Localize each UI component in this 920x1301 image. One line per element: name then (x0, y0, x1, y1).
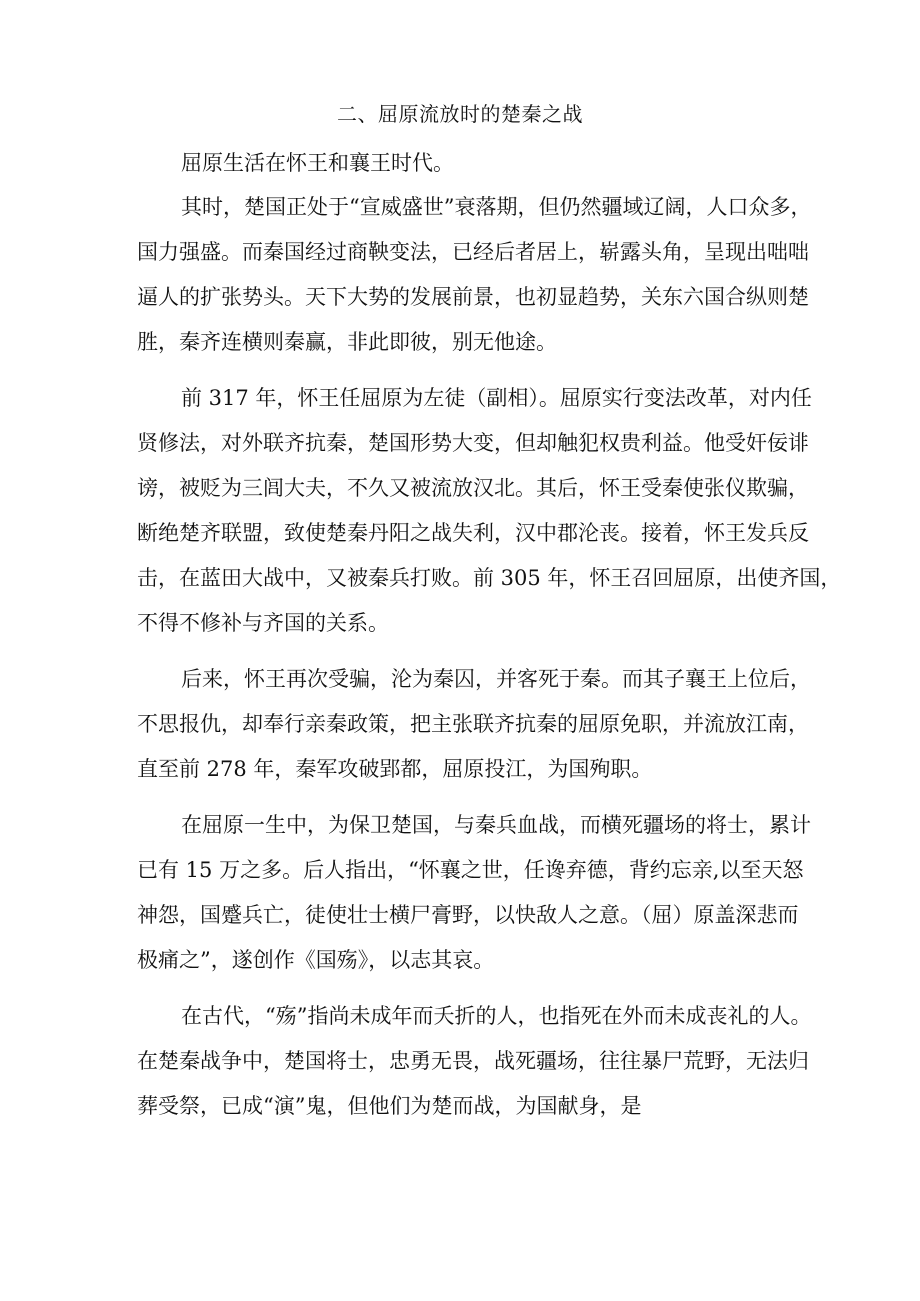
text-line: 极痛之”，遂创作《国殇》，以志其哀。 (137, 948, 495, 972)
text-line: 胜，秦齐连横则秦赢，非此即彼，别无他途。 (137, 330, 557, 354)
text-line: 谤，被贬为三闾大夫，不久又被流放汉北。其后，怀王受秦使张仪欺骗， (137, 476, 809, 500)
text-line: 直至前 278 年，秦军攻破郢都，屈原投江，为国殉职。 (137, 757, 653, 781)
text-line: 已有 15 万之多。后人指出，“怀襄之世，任谗弃德，背约忘亲,以至天怒 (137, 858, 804, 882)
text-line: 逼人的扩张势头。天下大势的发展前景，也初显趋势，关东六国合纵则楚 (137, 285, 809, 309)
text-line: 在屈原一生中，为保卫楚国，与秦兵血战，而横死疆场的将士，累计 (181, 813, 811, 837)
text-line: 在楚秦战争中，楚国将士，忠勇无畏，战死疆场，往往暴尸荒野，无法归 (137, 1049, 809, 1073)
text-line: 葬受祭，已成“演”鬼，但他们为楚而战，为国献身，是 (137, 1094, 642, 1118)
text-line: 断绝楚齐联盟，致使楚秦丹阳之战失利，汉中郡沦丧。接着，怀王发兵反 (137, 521, 809, 545)
text-line: 在古代，“殇”指尚未成年而夭折的人，也指死在外而未成丧礼的人。 (181, 1004, 812, 1028)
text-line: 其时，楚国正处于“宣威盛世”衰落期，但仍然疆域辽阔，人口众多， (181, 195, 812, 219)
text-line: 前 317 年，怀王任屈原为左徒（副相）。屈原实行变法改革，对内任 (181, 386, 812, 410)
text-line: 屈原生活在怀王和襄王时代。 (181, 151, 454, 175)
section-title: 二、屈原流放时的楚秦之战 (337, 102, 583, 126)
text-line: 后来，怀王再次受骗，沦为秦囚，并客死于秦。而其子襄王上位后， (181, 667, 811, 691)
text-line: 击，在蓝田大战中，又被秦兵打败。前 305 年，怀王召回屈原，出使齐国， (137, 566, 842, 590)
text-line: 神怨，国蹙兵亡，徒使壮士横尸膏野，以快敌人之意。（屈）原盖深悲而 (137, 903, 799, 927)
text-line: 不得不修补与齐国的关系。 (137, 611, 389, 635)
text-line: 贤修法，对外联齐抗秦，楚国形势大变，但却触犯权贵利益。他受奸佞诽 (137, 431, 809, 455)
text-line: 国力强盛。而秦国经过商鞅变法，已经后者居上，崭露头角，呈现出咄咄 (137, 240, 809, 264)
text-line: 不思报仇，却奉行亲秦政策，把主张联齐抗秦的屈原免职，并流放江南， (137, 712, 809, 736)
